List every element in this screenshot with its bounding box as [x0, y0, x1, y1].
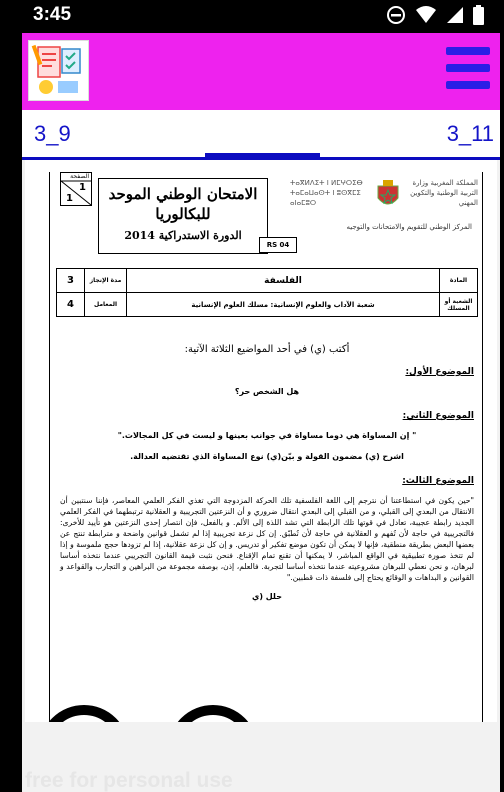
exam-session: الدورة الاستدراكية 2014	[124, 229, 242, 242]
subject-value: الفلسفة	[127, 269, 440, 293]
q1-heading: الموضوع الأول:	[405, 367, 474, 377]
subject-label: المادة	[440, 269, 478, 293]
toolbar	[22, 33, 500, 110]
branch-value: شعبة الآداب والعلوم الإنسانية: مسلك العلوم الإنسانية	[127, 293, 440, 317]
duration-value: 3	[57, 269, 85, 293]
q2-quote: " إن المساواة هي دوما مساواة في جوانب بعينها و ليست في كل المجالات."	[117, 431, 417, 440]
exam-title-box	[98, 178, 268, 254]
zoom-out-icon[interactable]	[34, 700, 164, 722]
q2-task: اشرح (ي) مضمون القولة و بيّن(ي) نوع المساواة الذي تقتضيه العدالة.	[130, 452, 404, 461]
hamburger-menu-icon[interactable]	[446, 47, 490, 91]
center-name: المركز الوطني للتقويم والامتحانات والتوجيه	[346, 223, 472, 231]
dnd-icon	[386, 5, 406, 25]
q2-heading: الموضوع الثاني:	[402, 411, 474, 421]
status-bar	[0, 0, 504, 33]
app-window	[22, 33, 500, 792]
wifi-icon	[415, 6, 437, 24]
exam-title: الامتحان الوطني الموحد	[108, 185, 258, 203]
page-label: الصفحة	[70, 173, 89, 180]
signal-icon	[446, 6, 464, 24]
q3-heading: الموضوع الثالث:	[402, 476, 474, 486]
document-frame	[49, 172, 483, 722]
tab-current[interactable]: 3_10	[240, 121, 289, 146]
exam-title-2: للبكالوريا	[155, 205, 211, 223]
ministry-name: المملكة المغربية وزارة التربية الوطنية والتكوين المهني	[410, 179, 478, 207]
tab-indicator	[205, 153, 320, 158]
ministry-name-tifinagh: ⵜⴰⴳⵍⴷⵉⵜ ⵏ ⵍⵎⵖⵔⵉⴱ ⵜⴰⵎⴰⵡⴰⵙⵜ ⵏ ⵓⵙⴳⵎⵉ ⴰⵏⴰⵎⵓⵔ	[290, 179, 363, 207]
exam-meta-table	[56, 268, 478, 317]
instruction: أكتب (ي) في أحد المواضيع الثلاثة الآتية:	[184, 344, 350, 355]
bottom-area	[22, 722, 500, 792]
emblem-icon	[374, 178, 402, 212]
page-num: 1	[79, 182, 86, 193]
exam-code: RS 04	[259, 237, 297, 253]
coef-label: المعامل	[85, 293, 127, 317]
q1-text: هل الشخص حر؟	[234, 387, 300, 396]
battery-icon	[473, 5, 484, 25]
status-icons	[386, 5, 484, 25]
ministry-header	[290, 178, 478, 238]
watermark-text: free for personal use	[25, 769, 233, 792]
exam-body	[60, 344, 474, 602]
zoom-in-icon[interactable]	[163, 700, 293, 722]
duration-label: مدة الإنجاز	[85, 269, 127, 293]
q3-text: "حين يكون في استطاعتنا أن نترجم إلى اللغة الفلسفية تلك الحركة المزدوجة التي تغذي الفكر العلمي المعاصر، فإننا سنتبين أن الانتقال من البعدي إلى القبلي، و من القبلي إلى البعدي انتقال ضروري و أن النزعتين التجريبية و العقلانية ترتبطهما في الفكر العلمي الجديد رابطة عجيبة، تعادل في قوتها تلك الرابطة التي تشد اللذة إلى الألم. و بالفعل، فإن انتصار إحدى النزعتين هو تأييد للأخرى: فالتجريبية في حاجة لأن تُفهم و العقلانية في حاجة لأن تُطبّق. إن كل نزعة تجريبية إذا لم تشمل قوانين واضحة و مترابطة تنتج عن بعضها البعض بطريقة منطقية، فإنها لا يمكن أن تكون موضع تفكير أو تدريس. و إن كل نزعة عقلانية، إذا لم تزودها حجج ملموسة و إذا لم تتخذ صورة تطبيقية في الواقع المباشر، لا يمكنها أن تقنع تمام الإقناع. فنحن نثبت قيمة القانون التجريبي عندما نتخذه أساسا لبرهان، و نحن نعطي للبرهان مشروعيته عندما نتخذه أساسا لتجربة. فالعلم، إذن، بوصفه مجموعة من البراهين و التجارب والقواعد و القوانين و البداهات و الوقائع يحتاج إلى فلسفة ذات قطبين."	[60, 496, 474, 582]
branch-label: الشعبة أو المسلك	[440, 293, 478, 317]
coef-value: 4	[57, 293, 85, 317]
page-number-box	[60, 172, 92, 206]
page-total: 1	[66, 193, 73, 204]
app-logo[interactable]	[28, 40, 89, 101]
document-page[interactable]	[25, 160, 497, 722]
q3-task: حلل (ي	[252, 592, 282, 601]
logo-icon	[29, 41, 88, 100]
tab-next[interactable]: 3_11	[446, 121, 494, 146]
page-tabs	[22, 110, 500, 160]
tab-prev[interactable]: 3_9	[34, 121, 71, 146]
status-time: 3:45	[33, 4, 72, 25]
